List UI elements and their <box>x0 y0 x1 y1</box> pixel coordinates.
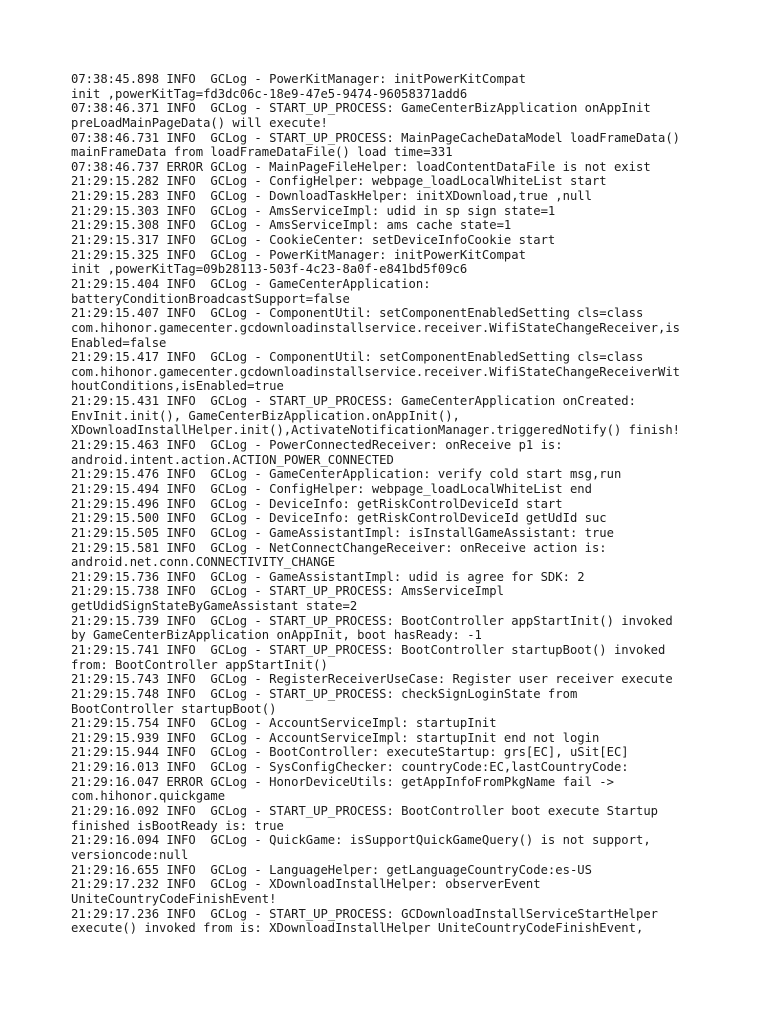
log-line: com.hihonor.gamecenter.gcdownloadinstallservice.receiver.WifiStateChangeReceiverWit <box>71 364 681 379</box>
log-line: Enabled=false <box>71 335 167 350</box>
log-line: 21:29:15.494 INFO GCLog - ConfigHelper: webpage_loadLocalWhiteList end <box>71 481 592 496</box>
log-line: versioncode:null <box>71 847 189 862</box>
log-line: execute() invoked from is: XDownloadInstallHelper UniteCountryCodeFinishEvent, <box>71 921 644 936</box>
log-line: init ,powerKitTag=09b28113-503f-4c23-8a0f-e841bd5f09c6 <box>71 262 468 277</box>
log-line: 21:29:16.047 ERROR GCLog - HonorDeviceUtils: getAppInfoFromPkgName fail -> <box>71 774 614 789</box>
log-line: 07:38:46.371 INFO GCLog - START_UP_PROCESS: GameCenterBizApplication onAppInit <box>71 101 651 116</box>
log-line: 21:29:15.476 INFO GCLog - GameCenterApplication: verify cold start msg,run <box>71 467 622 482</box>
log-line: 21:29:15.500 INFO GCLog - DeviceInfo: getRiskControlDeviceId getUdId suc <box>71 511 607 526</box>
log-line: 21:29:16.655 INFO GCLog - LanguageHelper: getLanguageCountryCode:es-US <box>71 862 592 877</box>
log-line: com.hihonor.quickgame <box>71 789 226 804</box>
log-line: 07:38:46.731 INFO GCLog - START_UP_PROCESS: MainPageCacheDataModel loadFrameData() <box>71 130 681 145</box>
log-line: 21:29:15.325 INFO GCLog - PowerKitManager: initPowerKitCompat <box>71 247 526 262</box>
log-line: 21:29:15.431 INFO GCLog - START_UP_PROCESS: GameCenterApplication onCreated: <box>71 394 636 409</box>
log-line: 21:29:15.463 INFO GCLog - PowerConnectedReceiver: onReceive p1 is: <box>71 438 563 453</box>
log-line: 21:29:15.736 INFO GCLog - GameAssistantImpl: udid is agree for SDK: 2 <box>71 569 585 584</box>
log-line: 21:29:15.748 INFO GCLog - START_UP_PROCESS: checkSignLoginState from <box>71 686 578 701</box>
log-line: 21:29:15.308 INFO GCLog - AmsServiceImpl: ams cache state=1 <box>71 218 512 233</box>
log-line: EnvInit.init(), GameCenterBizApplication.onAppInit(), <box>71 408 460 423</box>
log-text-block <box>71 72 711 936</box>
log-line: XDownloadInstallHelper.init(),ActivateNotificationManager.triggeredNotify() finish! <box>71 423 681 438</box>
log-line: BootController startupBoot() <box>71 701 277 716</box>
log-line: android.net.conn.CONNECTIVITY_CHANGE <box>71 555 336 570</box>
log-line: android.intent.action.ACTION_POWER_CONNECTED <box>71 452 394 467</box>
log-line: 21:29:15.282 INFO GCLog - ConfigHelper: webpage_loadLocalWhiteList start <box>71 174 607 189</box>
log-line: houtConditions,isEnabled=true <box>71 379 284 394</box>
log-line: batteryConditionBroadcastSupport=false <box>71 291 350 306</box>
log-line: 21:29:15.939 INFO GCLog - AccountServiceImpl: startupInit end not login <box>71 730 600 745</box>
log-line: 07:38:45.898 INFO GCLog - PowerKitManager: initPowerKitCompat <box>71 72 526 86</box>
log-line: 21:29:15.496 INFO GCLog - DeviceInfo: getRiskControlDeviceId start <box>71 496 563 511</box>
log-line: 21:29:15.738 INFO GCLog - START_UP_PROCESS: AmsServiceImpl <box>71 584 504 599</box>
log-line: 21:29:15.743 INFO GCLog - RegisterReceiverUseCase: Register user receiver execute <box>71 672 673 687</box>
log-line: 21:29:16.094 INFO GCLog - QuickGame: isSupportQuickGameQuery() is not support, <box>71 833 651 848</box>
log-line: com.hihonor.gamecenter.gcdownloadinstallservice.receiver.WifiStateChangeReceiver,is <box>71 320 681 335</box>
log-line: 21:29:15.407 INFO GCLog - ComponentUtil: setComponentEnabledSetting cls=class <box>71 306 644 321</box>
log-line: 07:38:46.737 ERROR GCLog - MainPageFileHelper: loadContentDataFile is not exist <box>71 159 651 174</box>
log-line: 21:29:15.505 INFO GCLog - GameAssistantImpl: isInstallGameAssistant: true <box>71 525 614 540</box>
log-line: 21:29:15.283 INFO GCLog - DownloadTaskHelper: initXDownload,true ,null <box>71 189 592 204</box>
log-line: getUdidSignStateByGameAssistant state=2 <box>71 599 358 614</box>
log-line: 21:29:15.581 INFO GCLog - NetConnectChangeReceiver: onReceive action is: <box>71 540 607 555</box>
log-line: init ,powerKitTag=fd3dc06c-18e9-47e5-9474-96058371add6 <box>71 86 468 101</box>
log-line: 21:29:15.741 INFO GCLog - START_UP_PROCESS: BootController startupBoot() invoked <box>71 642 666 657</box>
log-line: 21:29:15.739 INFO GCLog - START_UP_PROCESS: BootController appStartInit() invoked <box>71 613 673 628</box>
log-line: 21:29:15.317 INFO GCLog - CookieCenter: setDeviceInfoCookie start <box>71 233 556 248</box>
log-line: by GameCenterBizApplication onAppInit, boot hasReady: -1 <box>71 628 482 643</box>
log-line: 21:29:16.092 INFO GCLog - START_UP_PROCESS: BootController boot execute Startup <box>71 804 658 819</box>
log-line: UniteCountryCodeFinishEvent! <box>71 891 277 906</box>
log-line: 21:29:15.944 INFO GCLog - BootController: executeStartup: grs[EC], uSit[EC] <box>71 745 629 760</box>
log-line: 21:29:15.303 INFO GCLog - AmsServiceImpl: udid in sp sign state=1 <box>71 203 556 218</box>
log-line: mainFrameData from loadFrameDataFile() load time=331 <box>71 145 453 160</box>
log-line: preLoadMainPageData() will execute! <box>71 115 328 130</box>
log-line: 21:29:17.236 INFO GCLog - START_UP_PROCESS: GCDownloadInstallServiceStartHelper <box>71 906 658 921</box>
log-line: finished isBootReady is: true <box>71 818 284 833</box>
log-line: 21:29:15.417 INFO GCLog - ComponentUtil: setComponentEnabledSetting cls=class <box>71 350 644 365</box>
log-line: 21:29:15.754 INFO GCLog - AccountServiceImpl: startupInit <box>71 716 497 731</box>
log-line: 21:29:17.232 INFO GCLog - XDownloadInstallHelper: observerEvent <box>71 877 541 892</box>
log-line: 21:29:15.404 INFO GCLog - GameCenterApplication: <box>71 276 431 291</box>
log-line: 21:29:16.013 INFO GCLog - SysConfigChecker: countryCode:EC,lastCountryCode: <box>71 760 629 775</box>
log-line: from: BootController appStartInit() <box>71 657 328 672</box>
